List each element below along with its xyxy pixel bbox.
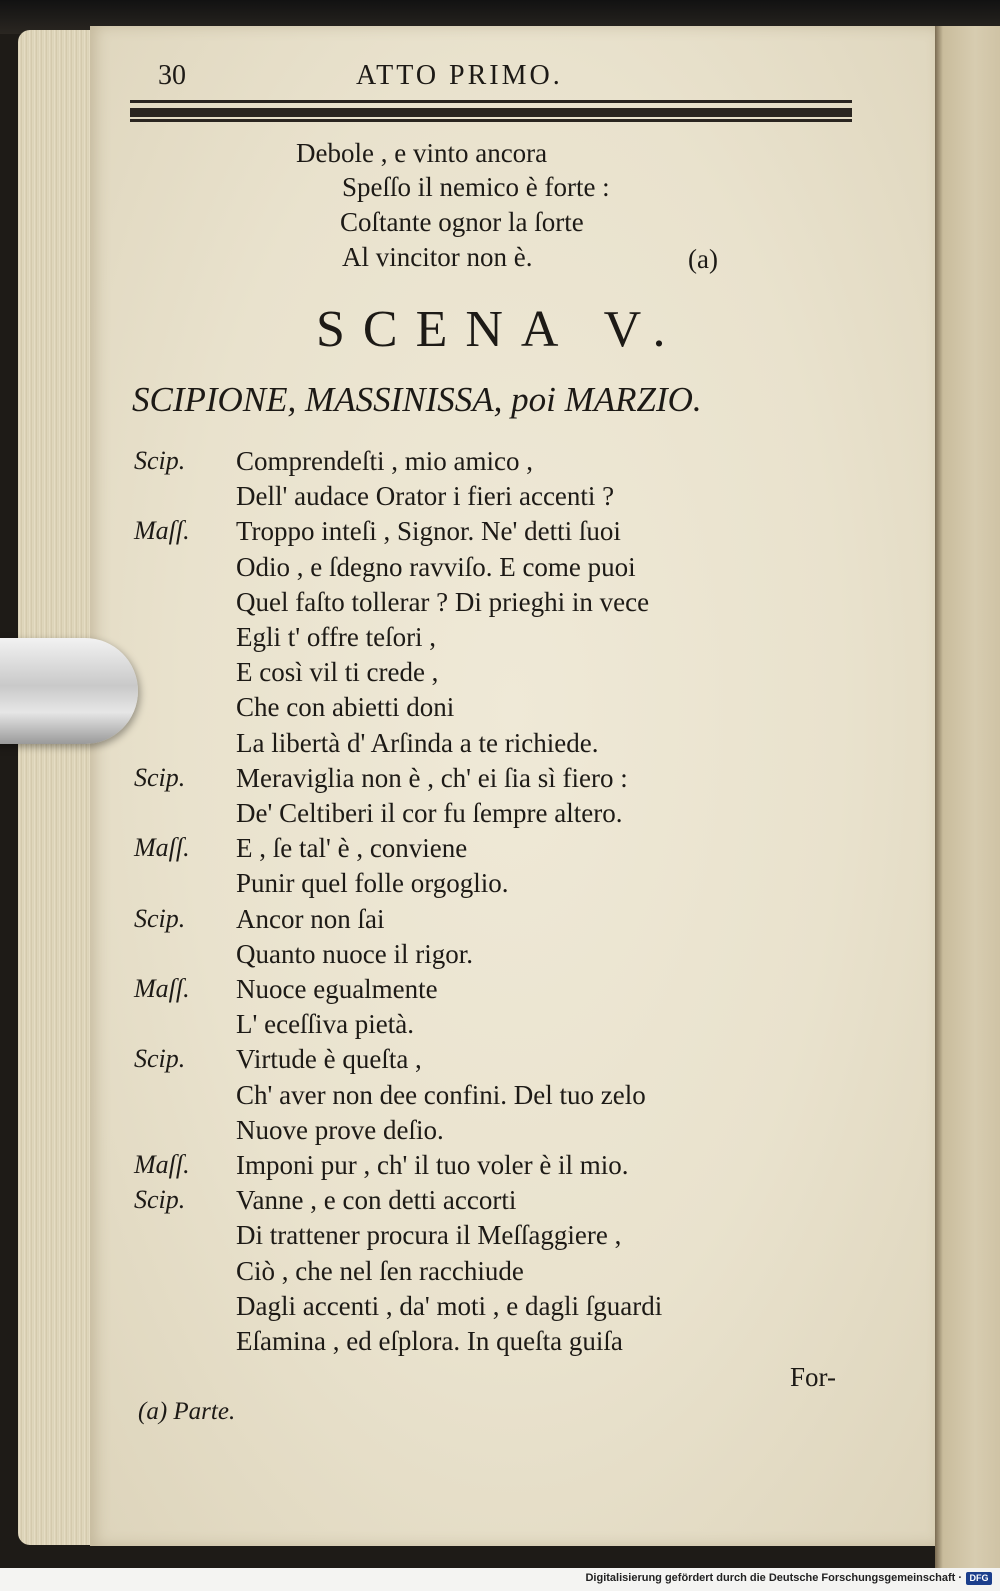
speaker-label: Maſſ.	[134, 516, 190, 546]
dialogue-line: Dell' audace Orator i fieri accenti ?	[236, 481, 615, 512]
speaker-label: Scip.	[134, 762, 186, 792]
dialogue-line: Di trattener procura il Meſſaggiere ,	[236, 1220, 622, 1251]
speaker-label: Maſſ.	[134, 974, 190, 1003]
verse-line: Speſſo il nemico è forte :	[342, 172, 610, 202]
footnote: (a) Parte.	[138, 1398, 236, 1425]
dialogue-line: La libertà d' Arſinda a te richiede.	[236, 727, 599, 758]
header-rule	[130, 100, 852, 122]
dialogue-line: Punir quel folle orgoglio.	[236, 868, 509, 899]
dialogue-line: Dagli accenti , da' moti , e dagli ſguardi	[236, 1290, 663, 1321]
verse-line: Debole , e vinto ancora	[296, 138, 548, 168]
dialogue-line: Nuove prove deſio.	[236, 1114, 444, 1145]
verse-line: Al vincitor non è.	[342, 242, 533, 272]
catchword: For-	[790, 1362, 836, 1392]
dialogue-line: Quel faſto tollerar ? Di prieghi in vece	[236, 586, 650, 617]
speaker-label: Scip.	[134, 1044, 186, 1074]
dialogue-line: Troppo inteſi , Signor. Ne' detti ſuoi	[236, 516, 621, 547]
dialogue-line: E , ſe tal' è , conviene	[236, 833, 468, 864]
dialogue-line: Ciò , che nel ſen racchiude	[236, 1255, 524, 1286]
dialogue-line: Nuoce egualmente	[236, 974, 438, 1004]
scene-characters: SCIPIONE, MASSINISSA, poi MARZIO.	[132, 380, 702, 419]
dialogue-line: Imponi pur , ch' il tuo voler è il mio.	[236, 1150, 629, 1180]
speaker-label: Scip.	[134, 903, 186, 933]
speaker-label: Maſſ.	[134, 833, 190, 863]
speaker-label: Maſſ.	[134, 1150, 190, 1179]
dialogue-line: Eſamina , ed eſplora. In queſta guiſa	[236, 1326, 623, 1356]
page-number: 30	[158, 60, 186, 91]
dialogue-line: Comprendeſti , mio amico ,	[236, 446, 533, 476]
dialogue-line: Quanto nuoce il rigor.	[236, 938, 473, 969]
dialogue-line: Egli t' offre teſori ,	[236, 622, 437, 652]
running-head: ATTO PRIMO.	[356, 60, 563, 91]
dialogue-line: L' eceſſiva pietà.	[236, 1009, 415, 1040]
speaker-label: Scip.	[134, 446, 186, 475]
next-page-edge	[935, 26, 1000, 1568]
page-holder-clip	[0, 638, 138, 744]
dialogue-line: Odio , e ſdegno ravviſo. E come puoi	[236, 551, 636, 582]
dialogue-line: E così vil ti crede ,	[236, 657, 439, 688]
dialogue-line: Meraviglia non è , ch' ei ſia sì fiero :	[236, 762, 628, 793]
digitization-credit: Digitalisierung gefördert durch die Deutsche Forschungsgemeinschaft ·	[585, 1572, 962, 1584]
scene-title: SCENA V.	[316, 301, 684, 358]
dialogue-line: Ancor non ſai	[236, 903, 385, 934]
dialogue-line: De' Celtiberi il cor fu ſempre altero.	[236, 798, 623, 828]
speaker-label: Scip.	[134, 1185, 186, 1215]
dialogue-line: Che con abietti doni	[236, 692, 455, 723]
dfg-logo: DFG	[966, 1572, 992, 1585]
dialogue-line: Ch' aver non dee confini. Del tuo zelo	[236, 1079, 646, 1110]
verse-line: Coſtante ognor la ſorte	[340, 207, 584, 237]
dialogue-line: Virtude è queſta ,	[236, 1044, 422, 1075]
dialogue-line: Vanne , e con detti accorti	[236, 1185, 517, 1216]
footnote-marker: (a)	[688, 244, 718, 274]
